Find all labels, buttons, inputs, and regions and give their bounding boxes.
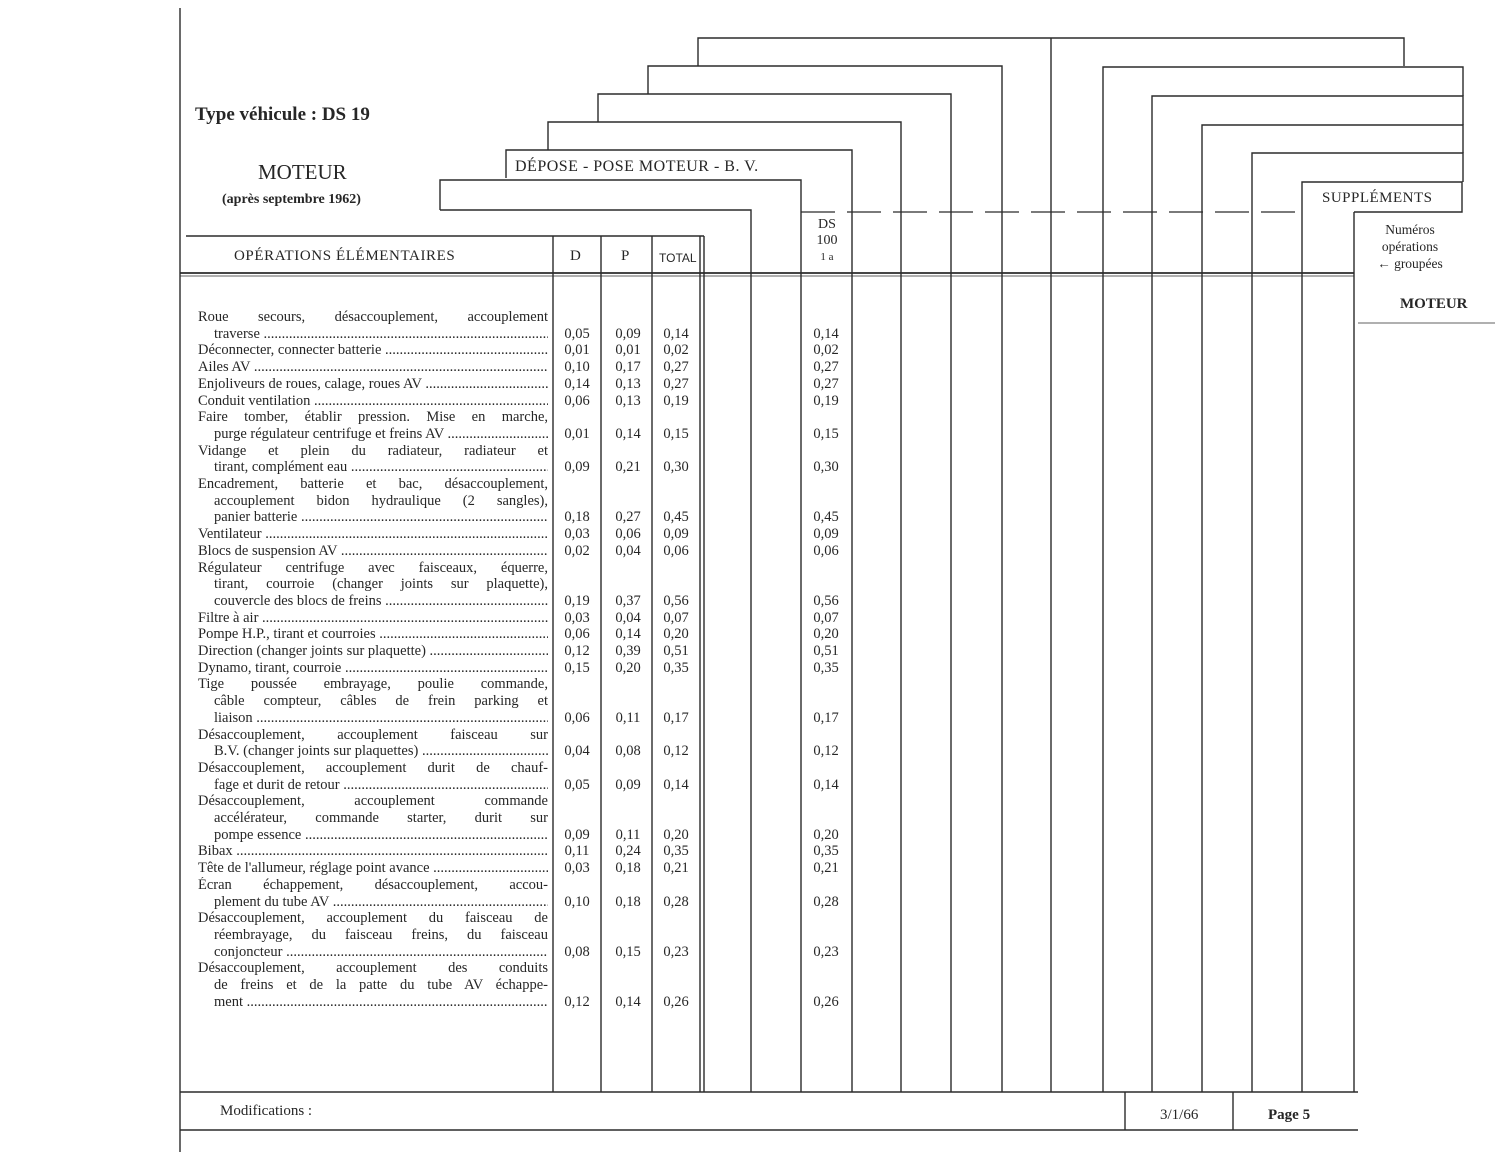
cell-p: 0,08	[615, 743, 641, 760]
supplements-title: SUPPLÉMENTS	[1322, 190, 1433, 206]
operation-line: Désaccouplement, accouplement du faisceau de	[198, 910, 548, 927]
operation-line: Filtre à air .....	[198, 610, 548, 627]
operation-line: Ventilateur .....	[198, 526, 548, 543]
col-d-header: D	[570, 248, 581, 264]
cell-d: 0,06	[564, 626, 590, 643]
cell-total: 0,56	[663, 592, 689, 609]
operation-line: Désaccouplement, accouplement faisceau sur	[198, 726, 548, 743]
operation-row-text	[198, 443, 548, 476]
cell-ds: 0,27	[813, 375, 839, 392]
cell-d: 0,19	[564, 592, 590, 609]
cell-total: 0,20	[663, 626, 689, 643]
operation-row-text	[198, 526, 548, 543]
operation-line: Désaccouplement, accouplement des conduits	[198, 960, 548, 977]
cell-ds: 0,17	[813, 709, 839, 726]
date-label: 3/1/66	[1160, 1107, 1199, 1123]
cell-p: 0,24	[615, 843, 641, 860]
cell-p: 0,14	[615, 626, 641, 643]
cell-total: 0,12	[663, 743, 689, 760]
operation-row-text	[198, 960, 548, 1010]
operation-line: accouplement bidon hydraulique (2 sangles),	[214, 492, 548, 509]
cell-d: 0,03	[564, 526, 590, 543]
cell-ds: 0,30	[813, 459, 839, 476]
cell-p: 0,13	[615, 375, 641, 392]
operation-line: Régulateur centrifuge avec faisceaux, équerre,	[198, 559, 548, 576]
cell-total: 0,06	[663, 542, 689, 559]
cell-ds: 0,26	[813, 993, 839, 1010]
cell-total: 0,20	[663, 826, 689, 843]
cell-p: 0,09	[615, 776, 641, 793]
cell-p: 0,27	[615, 509, 641, 526]
operation-line: traverse .....	[198, 326, 548, 343]
operation-title: DÉPOSE - POSE MOTEUR - B. V.	[515, 158, 759, 175]
ds-line-3: 1 a	[820, 251, 834, 263]
cell-ds: 0,45	[813, 509, 839, 526]
operation-row-text	[198, 543, 548, 560]
cell-p: 0,11	[615, 826, 641, 843]
ds-line-1: DS	[818, 217, 836, 232]
operation-line: fage et durit de retour .....	[198, 777, 548, 794]
operation-line: Bibax .....	[198, 843, 548, 860]
operation-line: Blocs de suspension AV .....	[198, 543, 548, 560]
numeros-operations	[1362, 221, 1458, 272]
operation-row-text	[198, 560, 548, 610]
operation-row-text	[198, 476, 548, 526]
cell-total: 0,26	[663, 993, 689, 1010]
cell-d: 0,01	[564, 425, 590, 442]
cell-total: 0,15	[663, 425, 689, 442]
cell-d: 0,09	[564, 826, 590, 843]
operation-line: Enjoliveurs de roues, calage, roues AV .....	[198, 376, 548, 393]
operation-line: Désaccouplement, accouplement commande	[198, 793, 548, 810]
operation-row-text	[198, 860, 548, 877]
cell-p: 0,20	[615, 659, 641, 676]
modifications-label: Modifications :	[220, 1103, 313, 1119]
cell-d: 0,10	[564, 893, 590, 910]
cell-total: 0,30	[663, 459, 689, 476]
cell-d: 0,04	[564, 743, 590, 760]
operation-line: accélérateur, commande starter, durit sur	[214, 810, 548, 826]
cell-ds: 0,21	[813, 860, 839, 877]
operation-line: Conduit ventilation .....	[198, 393, 548, 410]
operation-line: B.V. (changer joints sur plaquettes) .....	[198, 743, 548, 760]
cell-p: 0,09	[615, 325, 641, 342]
operation-line: Encadrement, batterie et bac, désaccouplement,	[198, 476, 548, 492]
cell-total: 0,09	[663, 526, 689, 543]
operation-row-text	[198, 877, 548, 910]
operation-row-text	[198, 393, 548, 410]
cell-total: 0,07	[663, 609, 689, 626]
cell-ds: 0,14	[813, 776, 839, 793]
operation-row-text	[198, 643, 548, 660]
cell-p: 0,01	[615, 342, 641, 359]
numeros-line-3: ← groupées	[1377, 256, 1443, 271]
cell-p: 0,14	[615, 993, 641, 1010]
ds-line-2: 100	[816, 233, 838, 248]
cell-ds: 0,35	[813, 659, 839, 676]
cell-ds: 0,12	[813, 743, 839, 760]
operation-row-text	[198, 626, 548, 643]
col-total-header: TOTAL	[659, 251, 697, 265]
cell-d: 0,05	[564, 325, 590, 342]
numeros-line-1: Numéros	[1385, 222, 1435, 237]
cell-total: 0,17	[663, 709, 689, 726]
operation-line: câble compteur, câbles de frein parking et	[214, 693, 548, 710]
operation-line: réembrayage, du faisceau freins, du faisceau	[214, 926, 548, 943]
moteur-label: MOTEUR	[1400, 296, 1468, 312]
operation-row-text	[198, 910, 548, 960]
operation-row-text	[198, 376, 548, 393]
operation-row-text	[198, 359, 548, 376]
cell-total: 0,51	[663, 643, 689, 659]
operation-row-text	[198, 760, 548, 793]
cell-ds: 0,23	[813, 943, 839, 960]
section-title: MOTEUR	[258, 160, 347, 184]
cell-p: 0,13	[615, 392, 641, 409]
cell-total: 0,35	[663, 843, 689, 860]
cell-d: 0,03	[564, 860, 590, 877]
cell-ds: 0,09	[813, 526, 839, 543]
operation-line: tirant, complément eau .....	[198, 459, 548, 476]
cell-p: 0,17	[615, 359, 641, 376]
cell-total: 0,27	[663, 375, 689, 392]
cell-d: 0,03	[564, 609, 590, 626]
operation-line: Pompe H.P., tirant et courroies .....	[198, 626, 548, 643]
operation-line: tirant, courroie (changer joints sur plaquette),	[214, 576, 548, 593]
cell-ds: 0,19	[813, 392, 839, 409]
operation-line: Roue secours, désaccouplement, accouplement	[198, 309, 548, 325]
operation-row-text	[198, 409, 548, 442]
cell-ds: 0,51	[813, 643, 839, 659]
cell-p: 0,15	[615, 943, 641, 960]
operation-line: Tête de l'allumeur, réglage point avance .....	[198, 860, 548, 877]
cell-total: 0,14	[663, 776, 689, 793]
section-subtitle: (après septembre 1962)	[222, 192, 361, 207]
cell-total: 0,02	[663, 342, 689, 359]
cell-ds: 0,28	[813, 893, 839, 910]
cell-d: 0,11	[564, 843, 590, 860]
cell-d: 0,06	[564, 709, 590, 726]
numeros-line-2: opérations	[1381, 239, 1439, 254]
operation-line: Direction (changer joints sur plaquette) .....	[198, 643, 548, 660]
cell-ds: 0,14	[813, 325, 839, 342]
cell-p: 0,14	[615, 425, 641, 442]
cell-total: 0,23	[663, 943, 689, 960]
operation-row-text	[198, 727, 548, 760]
cell-ds: 0,56	[813, 592, 839, 609]
operation-line: Faire tomber, établir pression. Mise en marche,	[198, 409, 548, 426]
cell-total: 0,28	[663, 893, 689, 910]
operation-row-text	[198, 309, 548, 342]
cell-ds: 0,15	[813, 425, 839, 442]
cell-d: 0,09	[564, 459, 590, 476]
vehicle-type: Type véhicule : DS 19	[195, 104, 370, 125]
cell-p: 0,39	[615, 643, 641, 659]
cell-d: 0,06	[564, 392, 590, 409]
cell-p: 0,06	[615, 526, 641, 543]
cell-p: 0,04	[615, 542, 641, 559]
cell-d: 0,08	[564, 943, 590, 960]
operation-line: plement du tube AV .....	[198, 894, 548, 911]
operation-row-text	[198, 342, 548, 359]
cell-total: 0,27	[663, 359, 689, 376]
col-ds-header	[803, 217, 851, 265]
cell-d: 0,12	[564, 993, 590, 1010]
operation-line: pompe essence .....	[198, 827, 548, 844]
cell-p: 0,18	[615, 893, 641, 910]
operation-row-text	[198, 660, 548, 677]
operation-line: panier batterie .....	[198, 509, 548, 526]
operation-row-text	[198, 793, 548, 843]
cell-d: 0,01	[564, 342, 590, 359]
cell-ds: 0,06	[813, 542, 839, 559]
col-operations-header: OPÉRATIONS ÉLÉMENTAIRES	[234, 248, 456, 264]
cell-d: 0,12	[564, 643, 590, 659]
cell-total: 0,35	[663, 659, 689, 676]
cell-total: 0,19	[663, 392, 689, 409]
cell-ds: 0,20	[813, 626, 839, 643]
operation-row-text	[198, 676, 548, 726]
operation-line: purge régulateur centrifuge et freins AV .....	[198, 426, 548, 443]
operation-line: Vidange et plein du radiateur, radiateur et	[198, 442, 548, 459]
cell-p: 0,37	[615, 592, 641, 609]
operation-row-text	[198, 610, 548, 627]
cell-d: 0,15	[564, 659, 590, 676]
operation-line: Écran échappement, désaccouplement, accou-	[198, 876, 548, 893]
cell-p: 0,11	[615, 709, 641, 726]
operation-line: Déconnecter, connecter batterie .....	[198, 342, 548, 359]
cell-total: 0,45	[663, 509, 689, 526]
page-number: Page 5	[1268, 1107, 1311, 1123]
cell-p: 0,04	[615, 609, 641, 626]
cell-p: 0,18	[615, 860, 641, 877]
operation-line: liaison .....	[198, 710, 548, 727]
cell-ds: 0,35	[813, 843, 839, 860]
cell-p: 0,21	[615, 459, 641, 476]
operation-line: couvercle des blocs de freins .....	[198, 593, 548, 610]
operation-line: Tige poussée embrayage, poulie commande,	[198, 676, 548, 693]
operation-line: Désaccouplement, accouplement durit de chauf-	[198, 759, 548, 776]
cell-ds: 0,27	[813, 359, 839, 376]
operation-line: conjoncteur .....	[198, 944, 548, 961]
cell-d: 0,10	[564, 359, 590, 376]
cell-d: 0,02	[564, 542, 590, 559]
cell-ds: 0,02	[813, 342, 839, 359]
operation-line: de freins et de la patte du tube AV échappe-	[214, 977, 548, 993]
col-p-header: P	[621, 248, 630, 264]
cell-ds: 0,20	[813, 826, 839, 843]
cell-total: 0,21	[663, 860, 689, 877]
operation-row-text	[198, 843, 548, 860]
operation-line: ment .....	[198, 994, 548, 1011]
operation-line: Dynamo, tirant, courroie .....	[198, 660, 548, 677]
cell-total: 0,14	[663, 325, 689, 342]
cell-d: 0,05	[564, 776, 590, 793]
cell-ds: 0,07	[813, 609, 839, 626]
operation-line: Ailes AV .....	[198, 359, 548, 376]
cell-d: 0,14	[564, 375, 590, 392]
cell-d: 0,18	[564, 509, 590, 526]
